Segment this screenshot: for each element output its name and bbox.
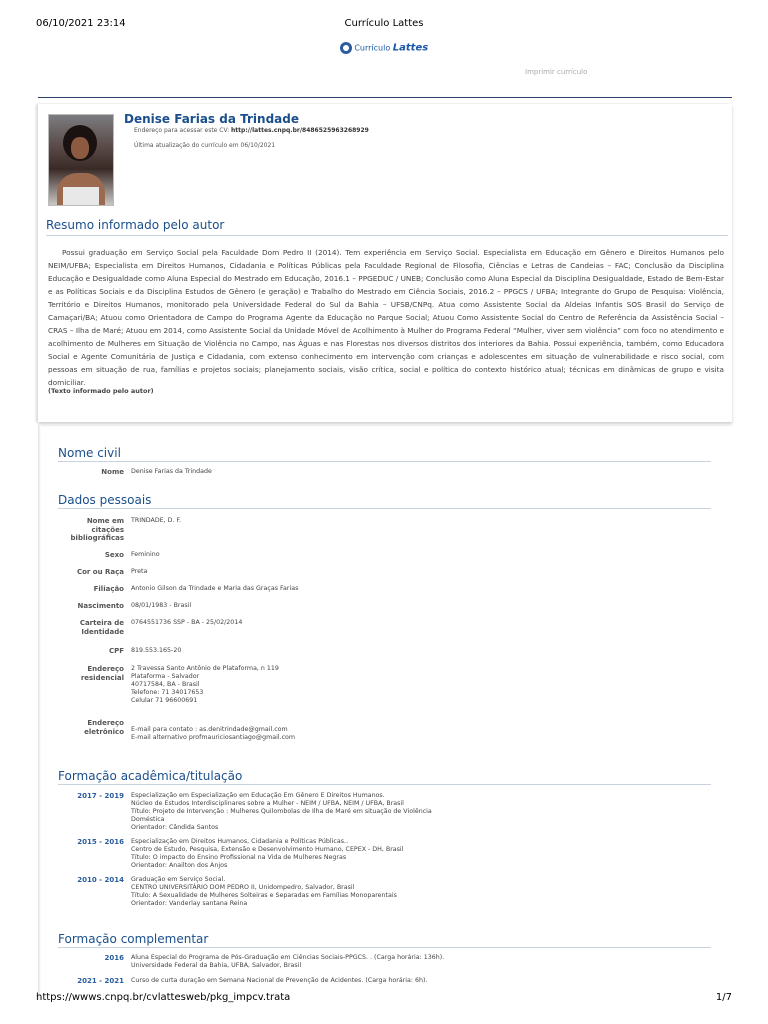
formacao-years: 2017 - 2019 — [77, 792, 124, 800]
field-label: Nome em citações bibliográficas — [70, 517, 124, 542]
field-value — [131, 726, 701, 742]
lattes-logo-icon — [340, 42, 352, 54]
formacao-details: Graduação em Serviço Social. CENTRO UNIVERSITÁRIO DOM PEDRO II, Unidompedro, Salvador, Brasil Título: A Sexualidade de Mulheres Solteiras e Separadas em Famílias Monoparentais Orientador: Vanderlay santana Reina — [131, 876, 397, 907]
field-value: Preta — [131, 568, 148, 575]
field-value: Feminino — [131, 551, 160, 558]
formacao-years: 2010 - 2014 — [77, 876, 124, 884]
print-datetime: 06/10/2021 23:14 — [36, 18, 126, 29]
section-dados-pessoais — [58, 493, 711, 741]
field-label: Nascimento — [77, 602, 124, 610]
resumo-divider — [46, 235, 728, 236]
section-formacao-academica — [58, 769, 711, 907]
section-nome-civil — [58, 446, 711, 476]
logo-brand-text: Lattes — [392, 42, 429, 54]
complementar-details: Curso de curta duração em Semana Nacional de Prevenção de Acidentes. (Carga horária: 6h). — [131, 977, 428, 984]
section-title-complementar: Formação complementar — [58, 932, 711, 948]
profile-photo — [48, 114, 114, 206]
field-label: Nome — [101, 468, 124, 476]
print-cv-link[interactable]: Imprimir currículo — [525, 68, 588, 76]
field-label: CPF — [108, 647, 124, 655]
last-updated: Última atualização do currículo em 06/10/2021 — [134, 142, 276, 149]
complementar-years: 2021 - 2021 — [77, 977, 124, 985]
print-url: https://wwws.cnpq.br/cvlattesweb/pkg_impcv.trata — [36, 992, 291, 1003]
cv-url-label: Endereço para acessar este CV: — [134, 127, 230, 134]
formacao-details: Especialização em Direitos Humanos, Cidadania e Políticas Públicas.. Centro de Estudo, Pesquisa, Extensão e Desenvolvimento Humano, CEPEX - DH, Brasil Título: O impacto do Ensino Profissional na Vida de Mulheres Negras Orientador: Anailton dos Anjos — [131, 838, 404, 869]
resumo-heading: Resumo informado pelo autor — [46, 218, 225, 232]
field-label: Sexo — [104, 551, 124, 559]
field-value: Denise Farias da Trindade — [131, 468, 212, 475]
logo-small-text: Currículo — [354, 43, 391, 53]
field-value: 08/01/1983 - Brasil — [131, 602, 192, 609]
resumo-text: Possui graduação em Serviço Social pela Faculdade Dom Pedro II (2014). Tem experiência em Serviço Social. Especialista em Educação em Gênero e Direitos Humanos pelo NEIM/UFBA; Especialista em Direitos Humanos, Cidadania e Políticas Públicas pela Faculdade Regional de Filosofia, Ciências e Letras de Candeias – FAC; Conclusão da Disciplina Educação e Desigualdade como Aluna Especial do Mestrado em Educação, 2016.1 – PPGEDUC / UNEB; Conclusão como Aluna Especial da Disciplina Desigualdade, Estado de Bem-Estar e as Políticas Sociais e da Disciplina Estudos de Gênero (e geração) e Trabalho do Mestrado em Ciência Sociais, 2016.2 – PPGCS / UFBA; Integrante do Grupo de Pesquisa: Violência, Território e Direitos Humanos, monitorado pela Universidade Federal do Sul da Bahia – UFSB/CNPq. Atua como Assistente Social da Aldeias Infantis SOS Brasil do Serviço de Camaçari/BA; Atuou como Orientadora de Campo do Programa Agente da Educação no Parque Social; Atuou Como Assistente Social do Centro de Referência da Assistência Social –CRAS – Ilha de Maré; Atuou em 2014, como Assistente Social da Unidade Móvel de Acolhimento à Mulher do Programa Federal “Mulher, viver sem violência” com foco no atendimento e acolhimento de Mulheres em Situação de Violência no Campo, nas Águas e nas Florestas nos diversos distritos dos interiores da Bahia. Possui experiência, também, como Educadora Social e Agente Comunitária de Justiça e Cidadania, com extenso conhecimento em intervenção com crianças e adolescentes em situação de vulnerabilidade e risco social, com pessoas em situação de rua, famílias e projetos sociais; planejamento sociais, visão crítica, social e política do contexto histórico atual; técnicas em dinâmicas de grupo e visita domiciliar. — [48, 248, 724, 387]
card-bottom-divider — [38, 425, 732, 426]
field-label: Cor ou Raça — [76, 568, 124, 576]
print-page-number: 1/7 — [715, 992, 732, 1003]
lattes-logo[interactable] — [0, 42, 768, 54]
print-header — [36, 18, 732, 32]
field-value: 819.553.165-20 — [131, 647, 182, 654]
profile-card — [38, 104, 732, 422]
content-left-border — [38, 425, 41, 1000]
field-value: Antonio Gilson da Trindade e Maria das Graças Farias — [131, 585, 299, 592]
formacao-details: Especialização em Especialização em Educação Em Gênero E Direitos Humanos. Núcleo de Estudos Interdisciplinares sobre a Mulher - NEIM / UFBA, NEIM / UFBA, Brasil Título: Projeto de Intervenção : Mulheres Quilombolas de Ilha de Maré em situação de Violência Doméstica Orientador: Cândida Santos — [131, 792, 432, 831]
header-divider — [38, 97, 732, 98]
section-title-dados-pessoais: Dados pessoais — [58, 493, 711, 509]
print-page-title: Currículo Lattes — [344, 18, 424, 29]
field-label: Carteira de Identidade — [79, 619, 124, 636]
field-label: Endereço eletrônico — [84, 719, 124, 736]
field-value: 2 Travessa Santo Antônio de Plataforma, n 119 Plataforma - Salvador 40717584, BA - Brasil Telefone: 71 34017653 Celular 71 96600691 — [131, 665, 279, 704]
field-value: 0764551736 SSP - BA - 25/02/2014 — [131, 619, 243, 626]
formacao-years: 2015 - 2016 — [77, 838, 124, 846]
resumo-note: (Texto informado pelo autor) — [48, 387, 154, 395]
section-formacao-complementar — [58, 932, 711, 985]
profile-name: Denise Farias da Trindade — [124, 112, 299, 126]
field-label: Endereço residencial — [80, 665, 124, 682]
field-label: Filiação — [93, 585, 124, 593]
print-footer — [36, 992, 732, 1006]
section-title-formacao: Formação acadêmica/titulação — [58, 769, 711, 785]
cv-url-line — [134, 127, 369, 134]
section-title-nome-civil: Nome civil — [58, 446, 711, 462]
cv-url-link[interactable]: http://lattes.cnpq.br/8486525963268929 — [231, 127, 369, 134]
complementar-years: 2016 — [104, 954, 124, 962]
email-contact-link[interactable]: E-mail para contato : as.denitrindade@gmail.com — [131, 726, 288, 733]
complementar-details: Aluna Especial do Programa de Pós-Graduação em Ciências Sociais-PPGCS. . (Carga horária: 136h). Universidade Federal da Bahia, UFBA, Salvador, Brasil — [131, 954, 445, 969]
email-alt-link[interactable]: E-mail alternativo profmauriciosantiago@gmail.com — [131, 734, 296, 741]
field-value: TRINDADE, D. F. — [131, 517, 182, 524]
